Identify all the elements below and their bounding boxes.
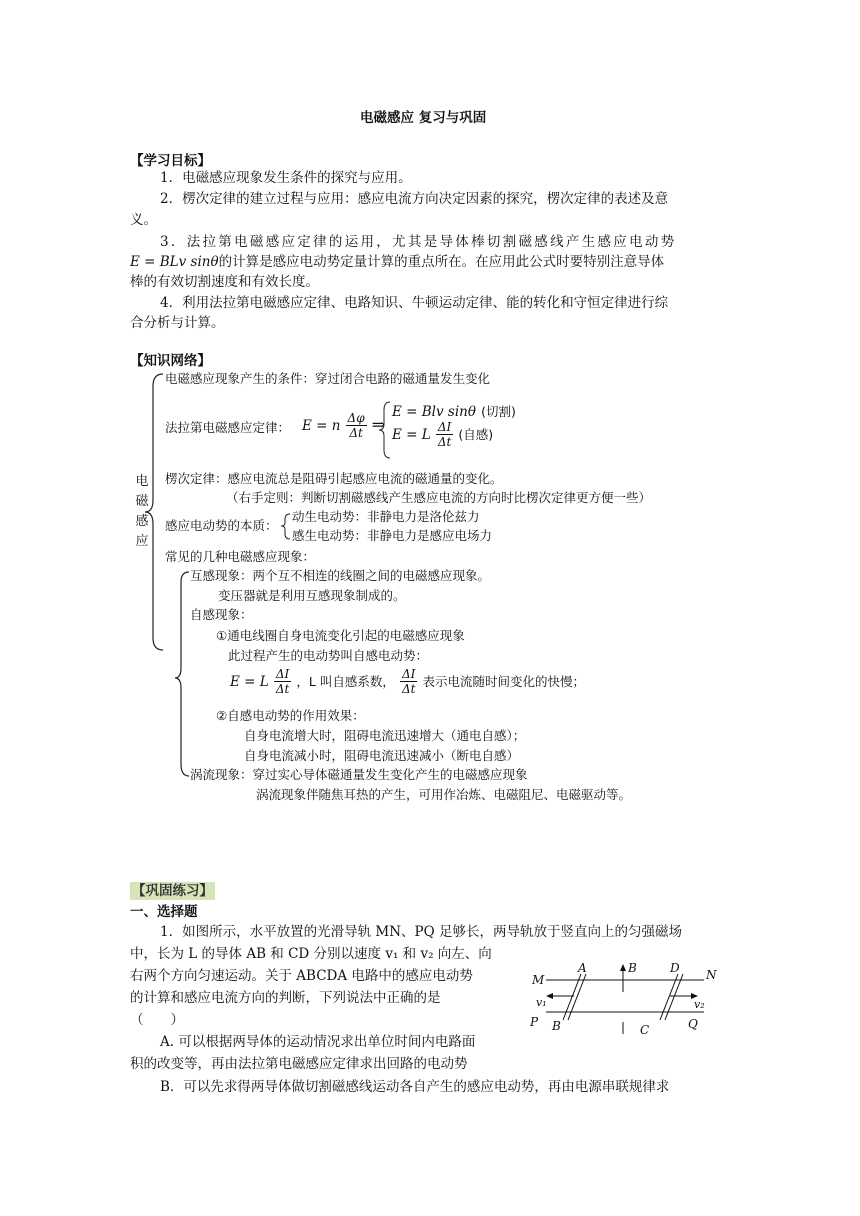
case1-note: (切割) (481, 404, 516, 419)
self-emf-label: 此过程产生的电动势叫自感电动势： (228, 648, 429, 663)
self-induction: 自感现象： (190, 607, 253, 622)
faraday-case1 (392, 401, 516, 421)
case2-fraction (436, 420, 454, 449)
faraday-num: Δφ (347, 411, 365, 425)
faraday-formula (302, 411, 385, 440)
label-a: A (578, 961, 587, 975)
practice-heading (130, 879, 215, 899)
label-v1: v₁ (536, 996, 547, 1009)
label-q: Q (688, 1017, 698, 1031)
eddy-current: 涡流现象：穿过实心导体磁通量发生变化产生的电磁感应现象 (190, 767, 528, 782)
objective-2-line1: 2．楞次定律的建立过程与应用：感应电流方向决定因素的探究，楞次定律的表述及意 (160, 191, 669, 207)
q1-line2: 中，长为 L 的导体 AB 和 CD 分别以速度 v₁ 和 v₂ 向左、向 (130, 946, 492, 962)
root-char-4: 应 (135, 534, 149, 549)
emf-motional: 动生电动势：非静电力是洛伦兹力 (292, 509, 480, 524)
faraday-e: E = n (302, 418, 341, 434)
case2-e: E = L (392, 427, 431, 443)
objectives-heading: 【学习目标】 (130, 153, 211, 169)
objective-2-line2: 义。 (130, 212, 157, 228)
faraday-den: Δt (349, 426, 363, 440)
rate-fraction (400, 667, 418, 696)
objective-3-line3: 棒的有效切割速度和有效长度。 (130, 274, 319, 290)
q1-line3: 右两个方向匀速运动。关于 ABCDA 电路中的感应电动势 (130, 968, 473, 984)
case1-formula: E = Blv sinθ (392, 404, 476, 420)
section-choice: 一、选择题 (130, 904, 198, 920)
label-n: N (706, 968, 717, 982)
option-b-line1: B．可以先求得两导体做切割磁感线运动各自产生的感应电动势，再由电源串联规律求 (160, 1079, 670, 1095)
objective-4-line1: 4．利用法拉第电磁感应定律、电路知识、牛顿运动定律、能的转化和守恒定律进行综 (160, 295, 669, 311)
self-induction-2: ②自感电动势的作用效果： (216, 708, 365, 723)
lenz-law: 楞次定律：感应电流总是阻碍引起感应电流的磁通量的变化。 (165, 471, 503, 486)
rate-den: Δt (401, 682, 416, 696)
emf-formula: E = BLv sinθ (130, 254, 219, 270)
objective-3-line2-text: 的计算是感应电动势定量计算的重点所在。在应用此公式时要特别注意导体 (218, 254, 665, 270)
objective-1: 1．电磁感应现象发生条件的探究与应用。 (160, 170, 412, 186)
self-increase: 自身电流增大时，阻碍电流迅速增大（通电自感）； (244, 728, 526, 743)
mutual-induction: 互感现象：两个互不相连的线圈之间的电磁感应现象。 (190, 568, 491, 583)
faraday-label: 法拉第电磁感应定律： (165, 420, 291, 435)
self-fraction (274, 667, 292, 696)
objective-3-line1: 3．法拉第电磁感应定律的运用，尤其是导体棒切割磁感线产生感应电动势 (160, 234, 677, 250)
practice-heading-text: 【巩固练习】 (132, 883, 213, 899)
label-field-b: B (628, 961, 637, 975)
self-rate-text: 表示电流随时间变化的快慢； (422, 674, 586, 689)
emf-induced: 感生电动势：非静电力是感应电场力 (292, 528, 493, 543)
option-a-line2: 积的改变等，再由法拉第电磁感应定律求出回路的电动势 (130, 1056, 468, 1072)
option-a-line1: A. 可以根据两导体的运动情况求出单位时间内电路面 (160, 1034, 476, 1050)
case2-note: (自感) (458, 427, 494, 442)
label-c: C (640, 1023, 650, 1037)
self-num: ΔI (274, 667, 292, 682)
condition-text: 电磁感应现象产生的条件：穿过闭合电路的磁通量发生变化 (165, 371, 491, 386)
q1-line5: （ ） (130, 1012, 184, 1028)
transformer-note: 变压器就是利用互感现象制成的。 (218, 588, 406, 603)
label-p: P (530, 1015, 539, 1029)
self-l-text: ，L 叫自感系数， (296, 674, 395, 689)
label-d: D (670, 961, 680, 975)
case2-num: ΔI (436, 420, 454, 435)
emf-essence: 感应电动势的本质： (165, 518, 278, 533)
self-decrease: 自身电流减小时，阻碍电流迅速减小（断电自感） (244, 748, 520, 763)
label-v2: v₂ (694, 998, 705, 1011)
label-m: M (532, 973, 545, 987)
root-char-3: 感 (135, 514, 149, 529)
rails-figure (528, 958, 728, 1044)
self-emf-formula (230, 667, 585, 696)
common-phenomena: 常见的几种电磁感应现象： (165, 549, 316, 564)
root-char-2: 磁 (135, 494, 149, 509)
self-induction-1: ①通电线圈自身电流变化引起的电磁感应现象 (216, 628, 465, 643)
right-hand-rule: （右手定则：判断切割磁感线产生感应电流的方向时比楞次定律更方便一些） (226, 490, 652, 505)
label-b: B (552, 1019, 561, 1033)
q1-line4: 的计算和感应电流方向的判断，下列说法中正确的是 (130, 990, 441, 1006)
network-heading: 【知识网络】 (130, 353, 211, 369)
eddy-usage: 涡流现象伴随焦耳热的产生，可用作冶炼、电磁阻尼、电磁驱动等。 (256, 787, 632, 802)
page-title: 电磁感应 复习与巩固 (360, 110, 487, 126)
implies-arrow: ⇒ (371, 415, 386, 434)
faraday-fraction (346, 411, 367, 440)
case2-den: Δt (437, 435, 452, 449)
objective-4-line2: 合分析与计算。 (130, 315, 225, 331)
faraday-case2 (392, 420, 493, 449)
root-char-1: 电 (135, 474, 149, 489)
rate-num: ΔI (400, 667, 418, 682)
network-root (134, 472, 150, 552)
self-den: Δt (275, 682, 290, 696)
q1-line1: 1．如图所示，水平放置的光滑导轨 MN、PQ 足够长，两导轨放于竖直向上的匀强磁场 (160, 924, 682, 940)
self-e: E = L (230, 674, 269, 690)
